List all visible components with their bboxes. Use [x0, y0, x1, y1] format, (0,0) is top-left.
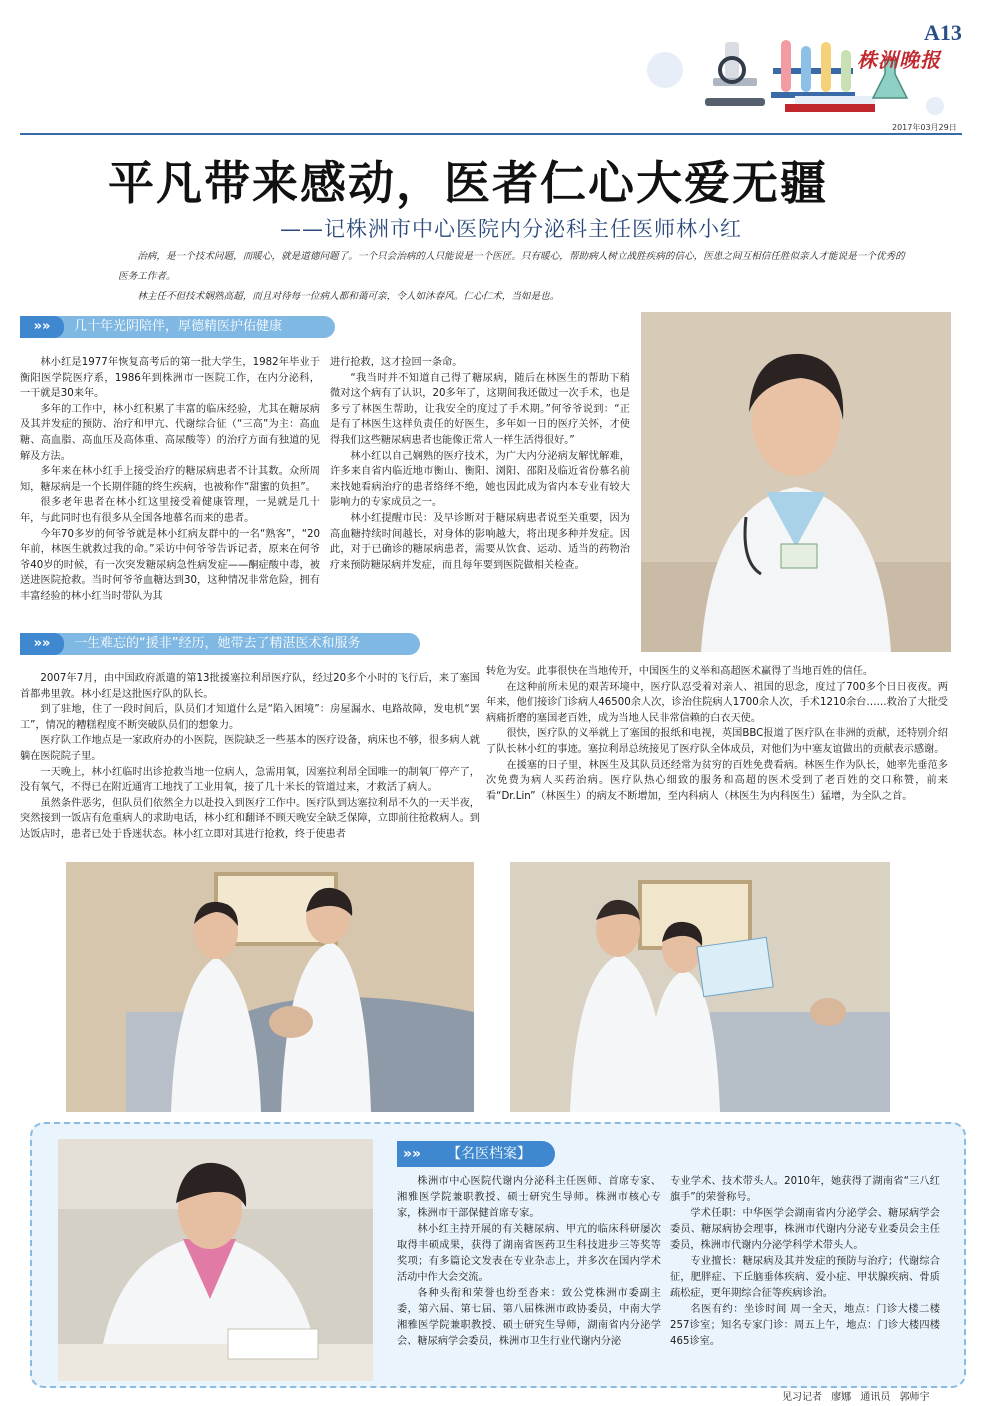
paragraph: 到了驻地，住了一段时间后，队员们才知道什么是“陷入困境”：房屋漏水、电路故障，发电机“罢工”，情况的糟糕程度不断突破队员们的想象力。	[20, 704, 480, 731]
paragraph: 林小红提醒市民：及早诊断对于糖尿病患者说至关重要，因为高血糖持续时间越长，对身体的影响越大，将出现多种并发症。因此，对于已确诊的糖尿病患者，需要从饮食、运动、适当的药物治疗来预防糖尿病并发症，而且每年要到医院做相关检查。	[330, 512, 630, 571]
byline	[782, 1388, 936, 1403]
paragraph: 多年来在林小红手上接受治疗的糖尿病患者不计其数。众所周知，糖尿病是一个长期伴随的终生疾病，也被称作“甜蜜的负担”。	[20, 466, 320, 493]
page-number: A13	[924, 20, 962, 45]
section2-column-2	[486, 664, 948, 804]
doctor-at-desk-photo	[58, 1139, 373, 1381]
ward-consultation-photo	[510, 862, 890, 1112]
masthead-rule	[20, 133, 962, 135]
double-chevron-icon: »»	[20, 633, 64, 655]
section2-column-1	[20, 671, 480, 843]
paragraph: 专业学术、技术带头人。2010年，她获得了湖南省“三八红旗手”的荣誉称号。	[670, 1176, 940, 1203]
headline: 平凡带来感动，医者仁心大爱无疆	[108, 156, 828, 210]
profile-tag-label: 【名医档案】	[447, 1146, 531, 1162]
section-title: 一生难忘的“援非”经历，她带去了精湛医术和服务	[74, 636, 361, 651]
paragraph: “我当时并不知道自己得了糖尿病，随后在林医生的帮助下稍微对这个病有了认识，20多年了，这期间我还做过一次手术，也是多亏了林医生帮助，让我安全的度过了手术期。”何爷爷说到：“正是有了林医生这样负责任的好医生，多年如一日的医疗关怀，才使得我们这些糖尿病患者也能像正常人一样生活得很好。”	[330, 372, 630, 446]
paragraph: 虽然条件恶劣，但队员们依然全力以赴投入到医疗工作中。医疗队到达塞拉利昂不久的一天半夜，突然接到一饭店有危重病人的求助电话，林小红和翻译不顾天晚安全缺乏保障，立即前往抢救病人。到达饭店时，患者已处于昏迷状态。林小红立即对其进行抢救，终于使患者	[20, 797, 480, 840]
section1-column-1	[20, 355, 320, 605]
doctor-portrait-photo	[641, 312, 951, 652]
section-title: 几十年光阴陪伴，厚德精医护佑健康	[74, 319, 283, 334]
intro-paragraph: 林主任不但技术娴熟高超，而且对待每一位病人都和蔼可亲，令人如沐春风。仁心仁术，当如是也。	[137, 291, 560, 302]
paragraph: 很多老年患者在林小红这里接受着健康管理，一晃就是几十年，与此同时也有很多从全国各地慕名而来的患者。	[20, 497, 320, 524]
section-header-1	[20, 316, 335, 338]
paragraph: 林小红以自己娴熟的医疗技术，为广大内分泌病友解忧解难，许多来自省内临近地市衡山、衡阳、浏阳、邵阳及临近省份慕名前来找她看病治疗的患者络绎不绝，她也因此成为省内本专业有较大影响力的专家成员之一。	[330, 450, 630, 509]
profile-tag	[397, 1141, 555, 1167]
newspaper-brand-logo: 株洲晚报	[857, 48, 941, 72]
intro-lead	[118, 247, 908, 307]
double-chevron-icon: »»	[403, 1146, 422, 1162]
paragraph: 各种头衔和荣誉也纷至沓来：致公党株洲市委副主委，第六届、第七届、第八届株洲市政协委员，中南大学湘雅医学院兼职教授、硕士研究生导师，湖南省内分泌学会、糖尿病学会委员，株洲市卫生行业代谢内分泌	[397, 1288, 661, 1347]
paragraph: 医疗队工作地点是一家政府办的小医院，医院缺乏一些基本的医疗设备，病床也不够，很多病人就躺在医院院子里。	[20, 735, 480, 762]
publication-date: 2017年03月29日	[892, 123, 957, 132]
section1-column-2	[330, 355, 630, 573]
paragraph: 专业擅长：糖尿病及其并发症的预防与治疗；代谢综合征，肥胖症、下丘脑垂体疾病、爱小症、甲状腺疾病、骨质疏松症，更年期综合征等疾病诊治。	[670, 1256, 940, 1299]
paragraph: 在这种前所未见的艰苦环境中，医疗队忍受着对亲人、祖国的思念，度过了700多个日日夜夜。两年来，他们接诊门诊病人46500余人次，诊治住院病人1700余人次，手术1210余台……救治了大批受病痛折磨的塞国老百姓，成为当地人民非常信赖的白衣天使。	[486, 681, 948, 724]
paragraph: 名医有约：坐诊时间 周一全天，地点：门诊大楼二楼257诊室；知名专家门诊：周五上午，地点：门诊大楼四楼465诊室。	[670, 1304, 940, 1347]
paragraph: 林小红是1977年恢复高考后的第一批大学生，1982年毕业于衡阳医学院医疗系，1986年到株洲市一医院工作，在内分泌科，一干就是30来年。	[20, 357, 320, 400]
paragraph: 株洲市中心医院代谢内分泌科主任医师、首席专家、湘雅医学院兼职教授、硕士研究生导师。株洲市核心专家，株洲市干部保健首席专家。	[397, 1176, 661, 1219]
paragraph: 在援塞的日子里，林医生及其队员还经常为贫穷的百姓免费看病。林医生作为队长，她率先垂范多次免费为病人买药治病。医疗队热心细致的服务和高超的医术受到了老百姓的交口称赞，前来看“Dr.Lin”（林医生）的病友不断增加，至内科病人（林医生为内科医生）猛增，为全队之首。	[486, 759, 948, 802]
paragraph: 今年70多岁的何爷爷就是林小红病友群中的一名“熟客”，“20年前，林医生就救过我的命。”采访中何爷爷告诉记者，原来在何爷爷40岁的时候，有一次突发糖尿病急性病发症——酮症酸中毒，被送进医院抢救。当时何爷爷血糖达到30，这种情况非常危险，拥有丰富经验的林小红当时带队为其	[20, 528, 320, 602]
reporter-label: 见习记者	[782, 1392, 822, 1403]
paragraph: 林小红主持开展的有关糖尿病、甲亢的临床科研屡次取得丰硕成果，获得了湖南省医药卫生科技进步三等奖等奖项；有多篇论文发表在专业杂志上，并多次在国内学术活动中作大会交流。	[397, 1224, 661, 1283]
profile-column-2	[670, 1174, 940, 1350]
paragraph: 学术任职：中华医学会湖南省内分泌学会、糖尿病学会委员、糖尿病协会理事，株洲市代谢内分泌专业委员会主任委员，株洲市代谢内分泌学科学术带头人。	[670, 1208, 940, 1251]
profile-column-1	[397, 1174, 661, 1350]
subheadline: ——记株洲市中心医院内分泌科主任医师林小红	[280, 217, 742, 241]
paragraph: 2007年7月，由中国政府派遣的第13批援塞拉利昂医疗队，经过20多个小时的飞行后，来了塞国首都弗里敦。林小红是这批医疗队的队长。	[20, 673, 480, 700]
paragraph: 很快，医疗队的义举就上了塞国的报纸和电视，英国BBC报道了医疗队在非洲的贡献，还特别介绍了队长林小红的事迹。塞拉利昂总统接见了医疗队全体成员，对他们为中塞友谊做出的贡献表示感谢。	[486, 728, 948, 755]
section-header-2	[20, 633, 420, 655]
reporter-name: 廖娜	[831, 1392, 852, 1403]
paragraph: 一天晚上，林小红临时出诊抢救当地一位病人，急需用氧，因塞拉利昂全国唯一的制氧厂停产了，没有氧气，不得已在附近通宵工地找了工业用氧，接了几十米长的管道过来，才救活了病人。	[20, 766, 480, 794]
paragraph: 转危为安。此事很快在当地传开，中国医生的义举和高超医术赢得了当地百姓的信任。	[486, 666, 874, 677]
double-chevron-icon: »»	[20, 316, 64, 338]
correspondent-label: 通讯员	[860, 1392, 891, 1403]
ward-examination-photo	[66, 862, 474, 1112]
paragraph: 多年的工作中，林小红积累了丰富的临床经验，尤其在糖尿病及其并发症的预防、治疗和甲亢、代谢综合征（“三高”为主：高血糖、高血脂、高血压及高体重、高尿酸等）的治疗方面有独道的见解及方法。	[20, 403, 320, 462]
paragraph: 进行抢救，这才捡回一条命。	[330, 357, 463, 368]
correspondent-name: 郭师宇	[899, 1392, 930, 1403]
intro-paragraph: 治病，是一个技术问题，而暖心，就是道德问题了。一个只会治病的人只能说是一个医匠。只有暖心，帮助病人树立战胜疾病的信心，医患之间互相信任胜似亲人才能说是一个优秀的医务工作者。	[118, 251, 905, 282]
